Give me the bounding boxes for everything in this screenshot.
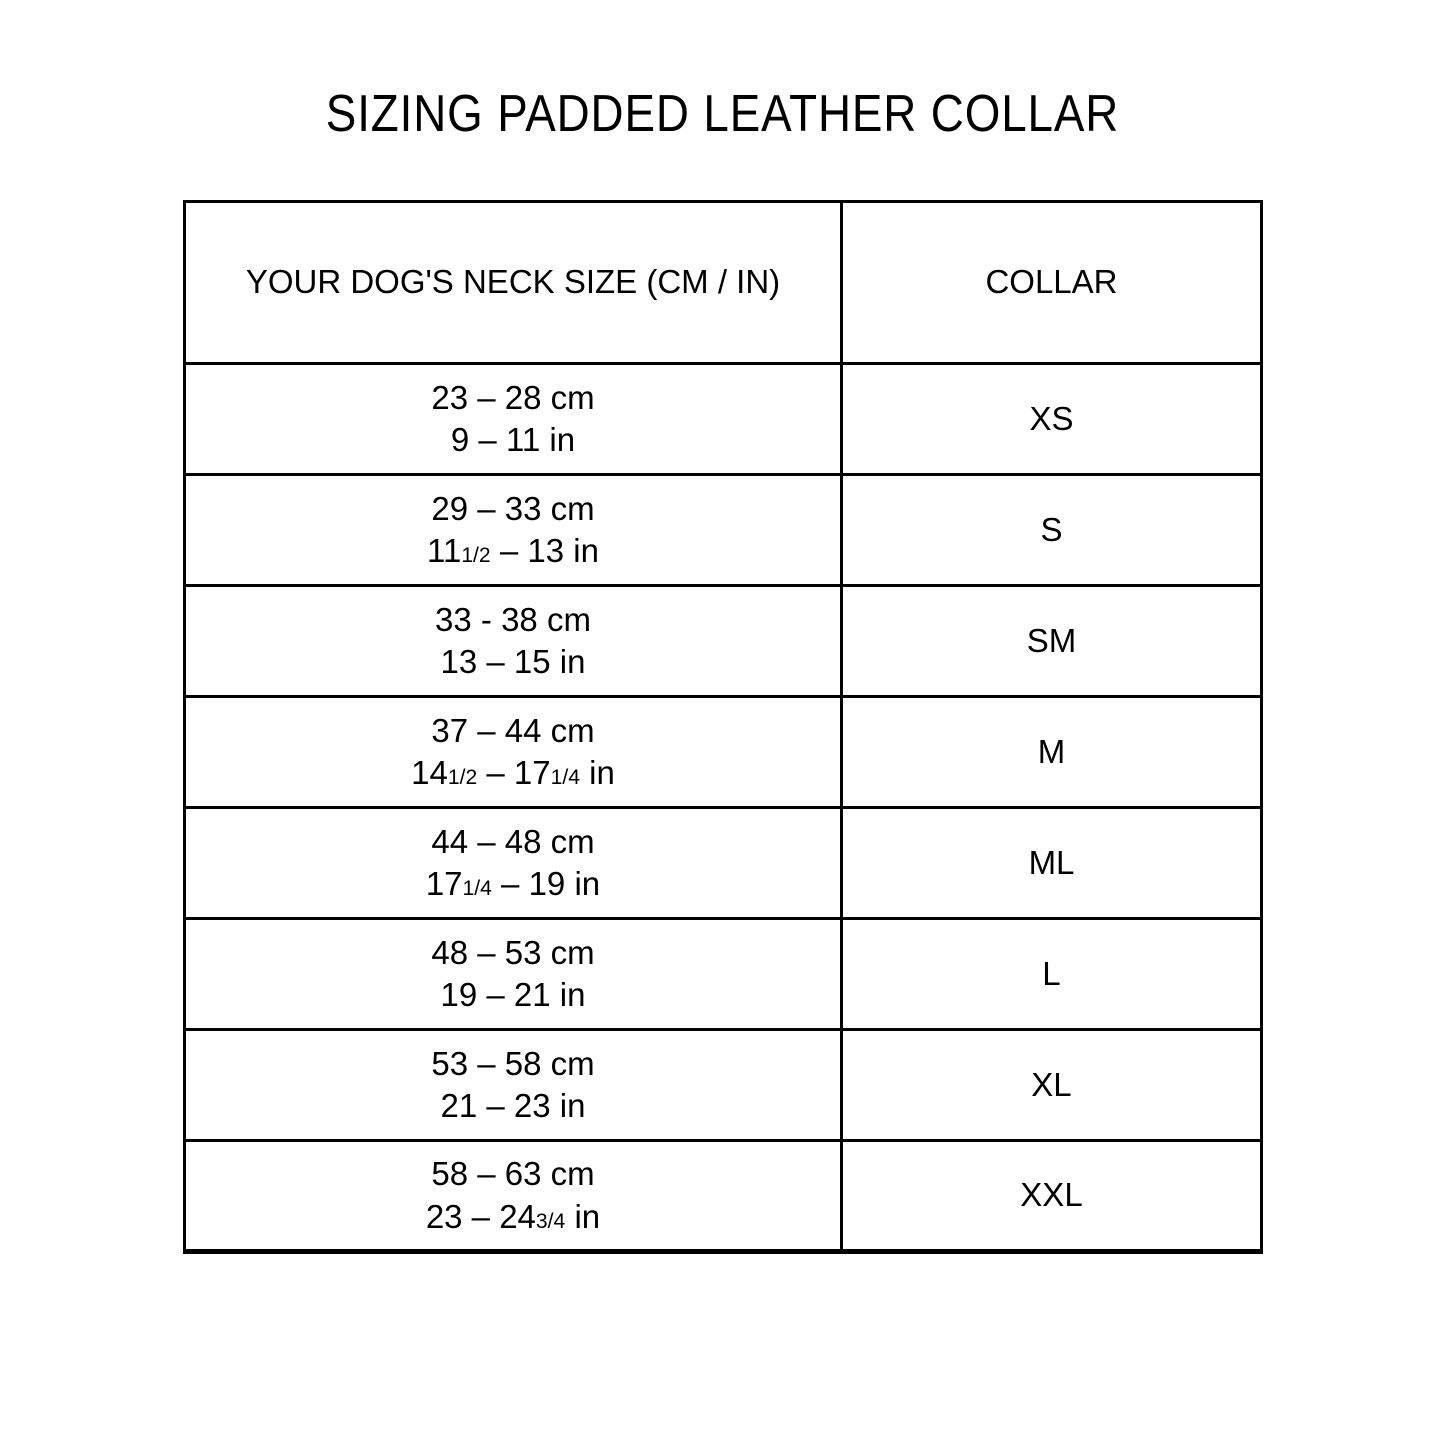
table-body [185,364,1262,1252]
collar-cell [841,475,1261,586]
collar-cell [841,586,1261,697]
neck-size-cm: 33 - 38 cm [435,600,591,638]
table-header-row [185,202,1262,364]
collar-size: XS [1029,399,1074,437]
collar-size: S [1040,510,1063,548]
header-cell-collar: COLLAR [841,202,1261,364]
neck-size-cell [185,808,842,919]
neck-size-in: 23 – 243/4 in [425,1197,601,1235]
collar-cell [841,919,1261,1030]
collar-size: SM [1026,621,1077,659]
neck-size-cell [185,1030,842,1141]
collar-size: XL [1031,1065,1072,1103]
neck-size-cell [185,1141,842,1252]
neck-size-in: 21 – 23 in [440,1087,586,1124]
table-row [185,808,1262,919]
collar-cell [841,808,1261,919]
neck-size-cell [185,586,842,697]
neck-size-cm: 44 – 48 cm [431,822,595,860]
neck-size-in: 13 – 15 in [440,643,586,680]
table-row [185,1141,1262,1252]
collar-size: XXL [1020,1176,1083,1214]
neck-size-cell [185,364,842,475]
table-row [185,475,1262,586]
neck-size-cm: 53 – 58 cm [431,1044,595,1082]
table-row [185,697,1262,808]
collar-cell [841,697,1261,808]
neck-size-cell [185,919,842,1030]
neck-size-in: 171/4 – 19 in [425,865,601,902]
neck-size-cell [185,697,842,808]
collar-size: L [1042,954,1061,992]
neck-size-in: 111/2 – 13 in [427,532,599,569]
table-row [185,919,1262,1030]
table-row [185,364,1262,475]
neck-size-cm: 48 – 53 cm [431,933,595,971]
size-table [183,200,1263,1254]
table-row [185,1030,1262,1141]
neck-size-cell [185,475,842,586]
collar-cell [841,1141,1261,1252]
collar-size: M [1037,732,1066,770]
neck-size-cm: 23 – 28 cm [431,378,595,416]
collar-size: ML [1028,843,1075,881]
header-cell-neck-size: YOUR DOG'S NECK SIZE (CM / IN) [185,202,842,364]
page-title: SIZING PADDED LEATHER COLLAR [325,85,1120,143]
neck-size-in: 141/2 – 171/4 in [411,754,615,791]
neck-size-in: 9 – 11 in [450,421,576,458]
collar-cell [841,1030,1261,1141]
collar-cell [841,364,1261,475]
neck-size-cm: 58 – 63 cm [431,1155,595,1193]
neck-size-in: 19 – 21 in [440,976,586,1013]
neck-size-cm: 37 – 44 cm [431,711,595,749]
table-row [185,586,1262,697]
table-header [185,202,1262,364]
neck-size-cm: 29 – 33 cm [431,489,595,527]
